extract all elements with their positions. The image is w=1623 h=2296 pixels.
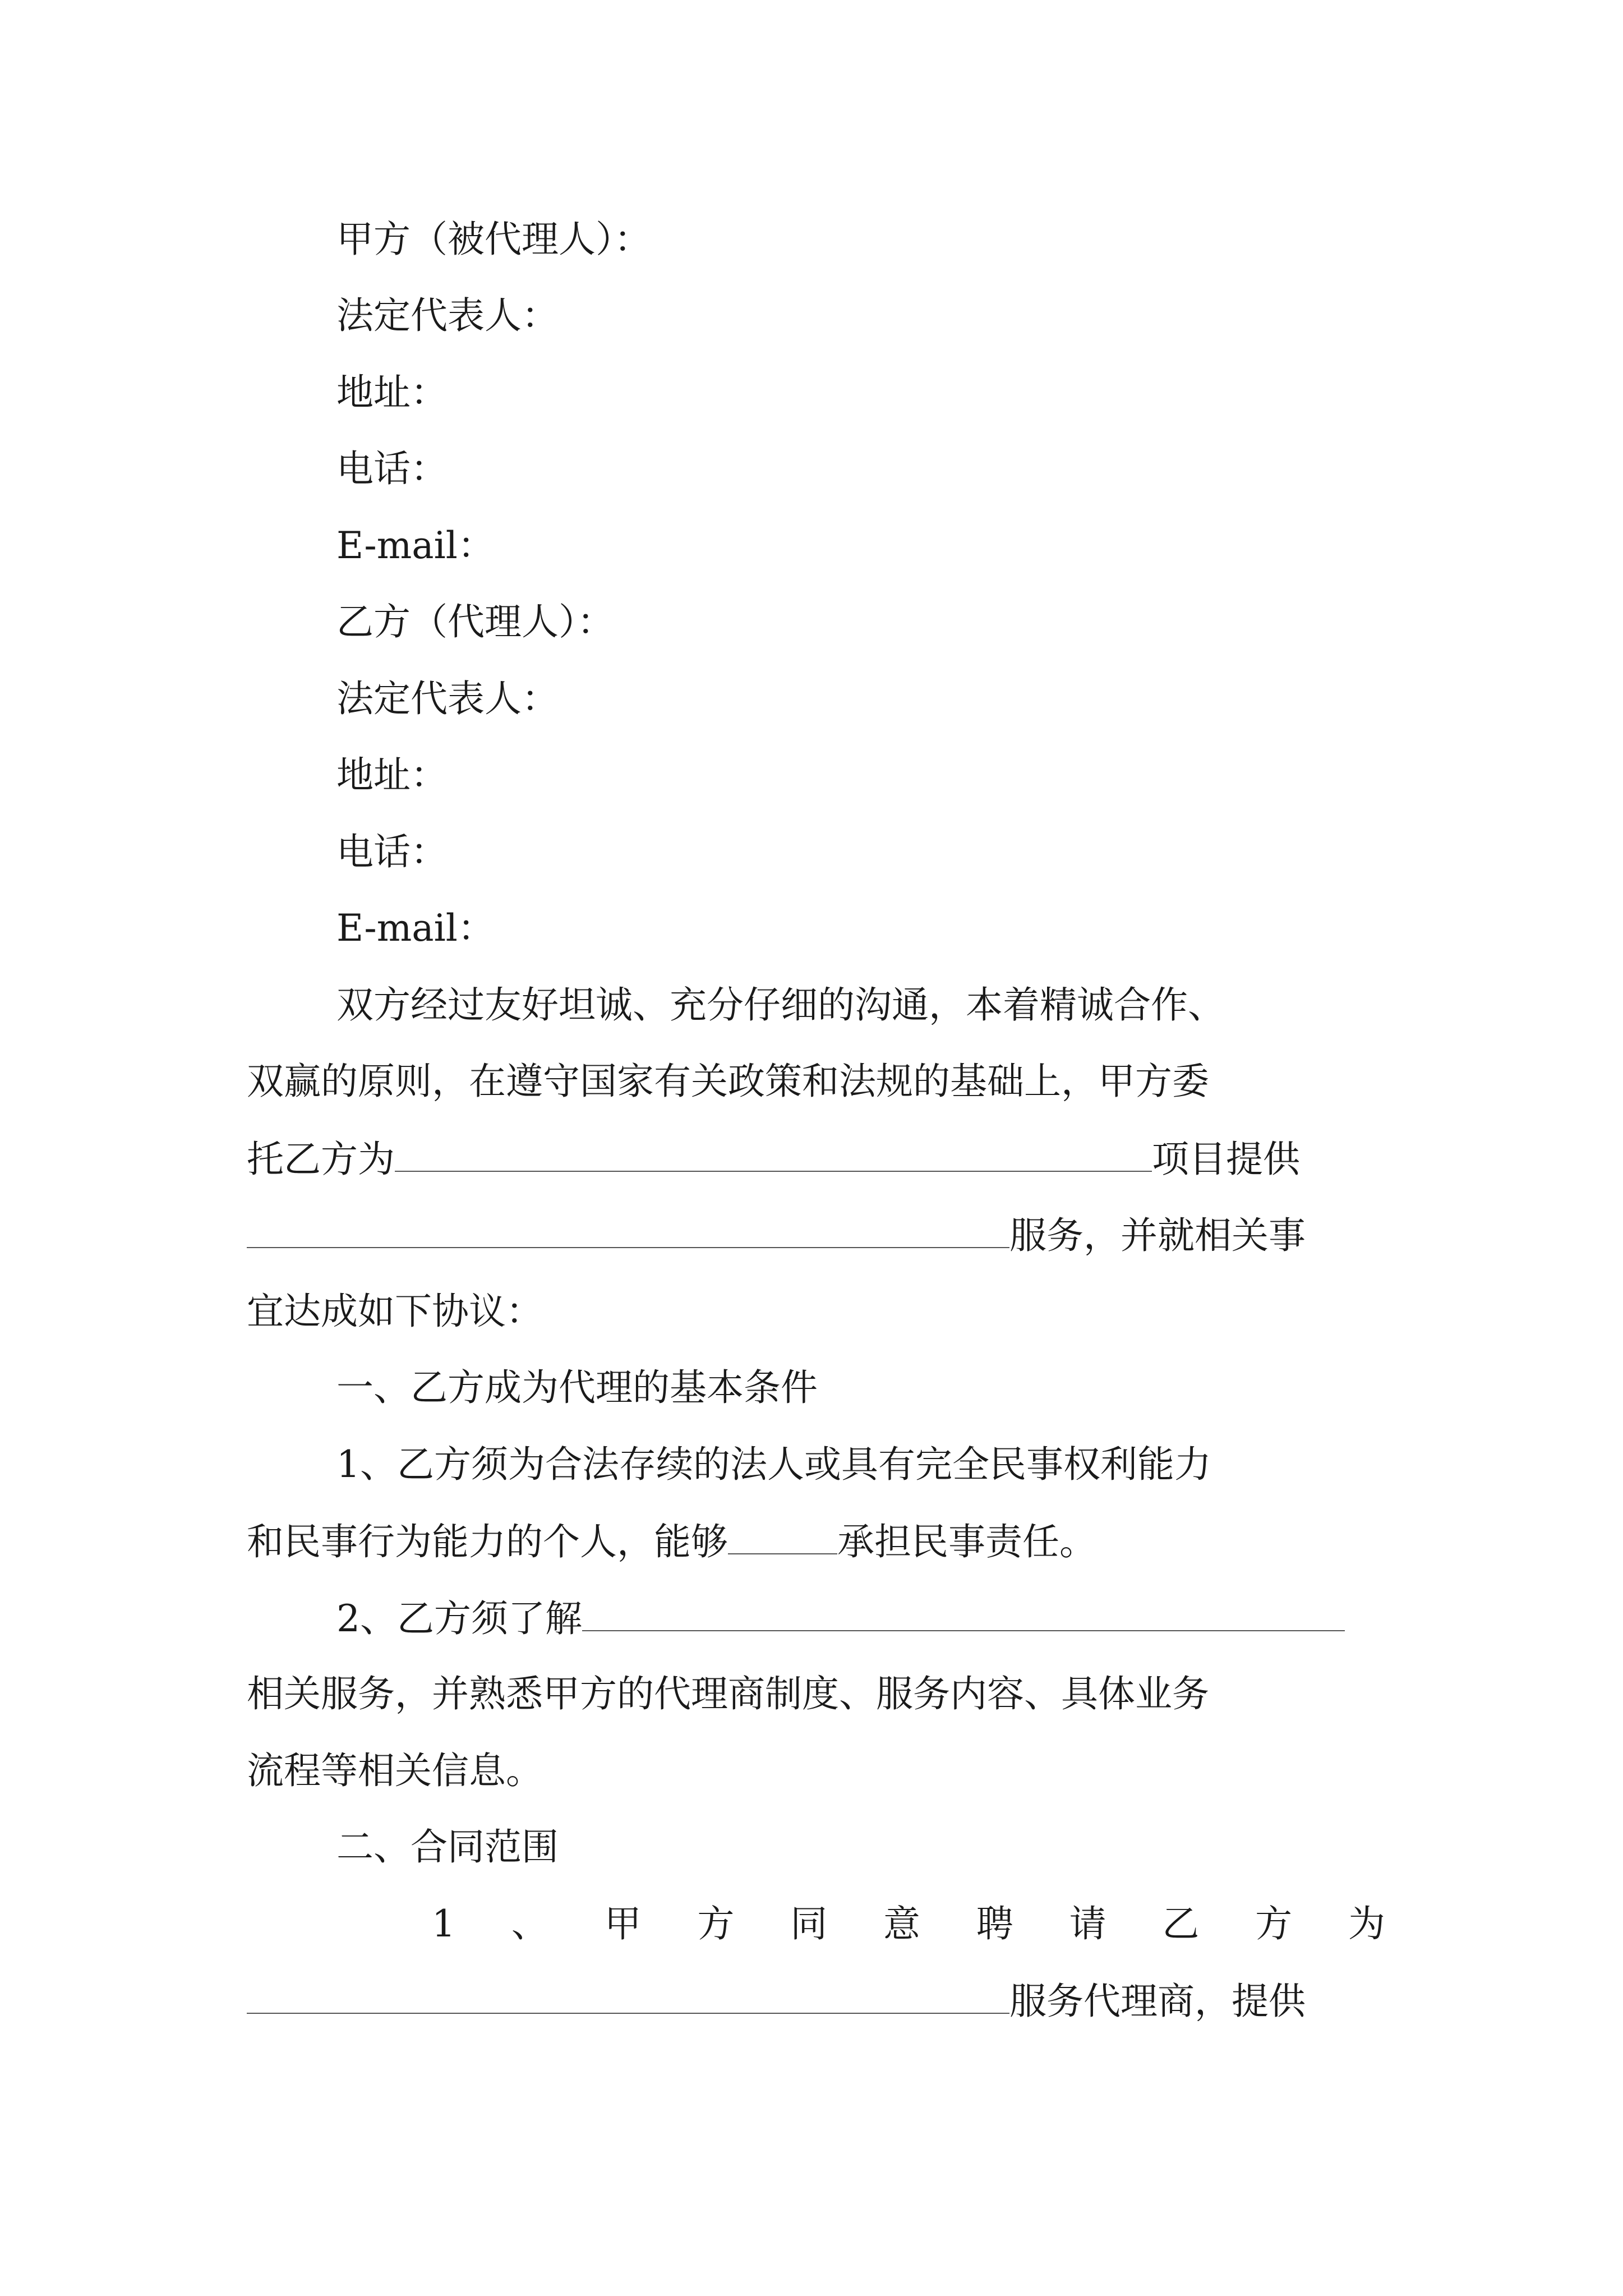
section-2-item-1-char: 聘 bbox=[976, 1902, 1013, 1945]
section-1-item-1-line-1: 1、乙方须为合法存续的法人或具有完全民事权利能力 bbox=[336, 1443, 1211, 1486]
section-1-item-2-start: 2、乙方须了解 bbox=[336, 1597, 582, 1640]
preamble-line-4-end: 服务，并就相关事 bbox=[1009, 1214, 1306, 1257]
party-a-heading: 甲方（被代理人）： bbox=[336, 218, 651, 261]
section-2-item-1-line-1 bbox=[432, 1902, 1385, 1945]
section-1-item-1-line-2 bbox=[247, 1522, 1096, 1561]
section-2-item-1-char: 、 bbox=[511, 1902, 548, 1945]
party-a-address: 地址： bbox=[336, 371, 448, 414]
understand-blank[interactable] bbox=[582, 1599, 1345, 1631]
party-a-email: E-mail： bbox=[336, 524, 495, 567]
preamble-line-4 bbox=[247, 1216, 1306, 1255]
preamble-line-1: 双方经过友好坦诚、充分仔细的沟通，本着精诚合作、 bbox=[336, 983, 1225, 1027]
independent-blank[interactable] bbox=[728, 1522, 837, 1554]
project-name-blank[interactable] bbox=[395, 1139, 1152, 1172]
preamble-line-3 bbox=[247, 1139, 1300, 1179]
section-1-item-2-line-2: 相关服务，并熟悉甲方的代理商制度、服务内容、具体业务 bbox=[247, 1672, 1209, 1715]
section-2-item-1-char: 意 bbox=[883, 1902, 920, 1945]
section-2-item-1-char: 1 bbox=[432, 1902, 455, 1945]
section-1-item-2-line-3: 流程等相关信息。 bbox=[247, 1749, 543, 1792]
section-1-item-1-line-2-start: 和民事行为能力的个人，能够 bbox=[247, 1520, 728, 1563]
party-b-email: E-mail： bbox=[336, 907, 495, 950]
section-2-item-1-char: 方 bbox=[1255, 1902, 1293, 1945]
section-2-item-1-char: 请 bbox=[1069, 1902, 1106, 1945]
preamble-line-5: 宜达成如下协议： bbox=[247, 1290, 543, 1333]
party-b-heading: 乙方（代理人）： bbox=[336, 600, 614, 643]
section-1-item-1-line-2-end: 承担民事责任。 bbox=[837, 1520, 1096, 1563]
section-2-item-1-char: 方 bbox=[697, 1902, 735, 1945]
preamble-line-3-end: 项目提供 bbox=[1152, 1138, 1300, 1181]
party-b-address: 地址： bbox=[336, 753, 448, 797]
party-a-representative: 法定代表人： bbox=[336, 294, 559, 337]
party-a-phone: 电话： bbox=[336, 447, 448, 490]
agent-service-blank[interactable] bbox=[247, 1981, 1009, 2014]
section-1-item-2-line-1 bbox=[336, 1599, 1345, 1638]
section-1-title: 一、乙方成为代理的基本条件 bbox=[336, 1366, 818, 1409]
service-name-blank[interactable] bbox=[247, 1216, 1009, 1248]
section-2-item-1-line-2-end: 服务代理商，提供 bbox=[1009, 1980, 1306, 2023]
party-b-representative: 法定代表人： bbox=[336, 677, 559, 720]
section-2-item-1-char: 为 bbox=[1348, 1902, 1385, 1945]
section-2-item-1-line-2 bbox=[247, 1981, 1306, 2021]
section-2-item-1-char: 乙 bbox=[1162, 1902, 1200, 1945]
preamble-line-2: 双赢的原则，在遵守国家有关政策和法规的基础上，甲方委 bbox=[247, 1060, 1209, 1103]
section-2-title: 二、合同范围 bbox=[336, 1825, 559, 1869]
preamble-line-3-start: 托乙方为 bbox=[247, 1138, 395, 1181]
party-b-phone: 电话： bbox=[336, 830, 448, 873]
section-2-item-1-char: 同 bbox=[790, 1902, 828, 1945]
section-2-item-1-char: 甲 bbox=[604, 1902, 642, 1945]
